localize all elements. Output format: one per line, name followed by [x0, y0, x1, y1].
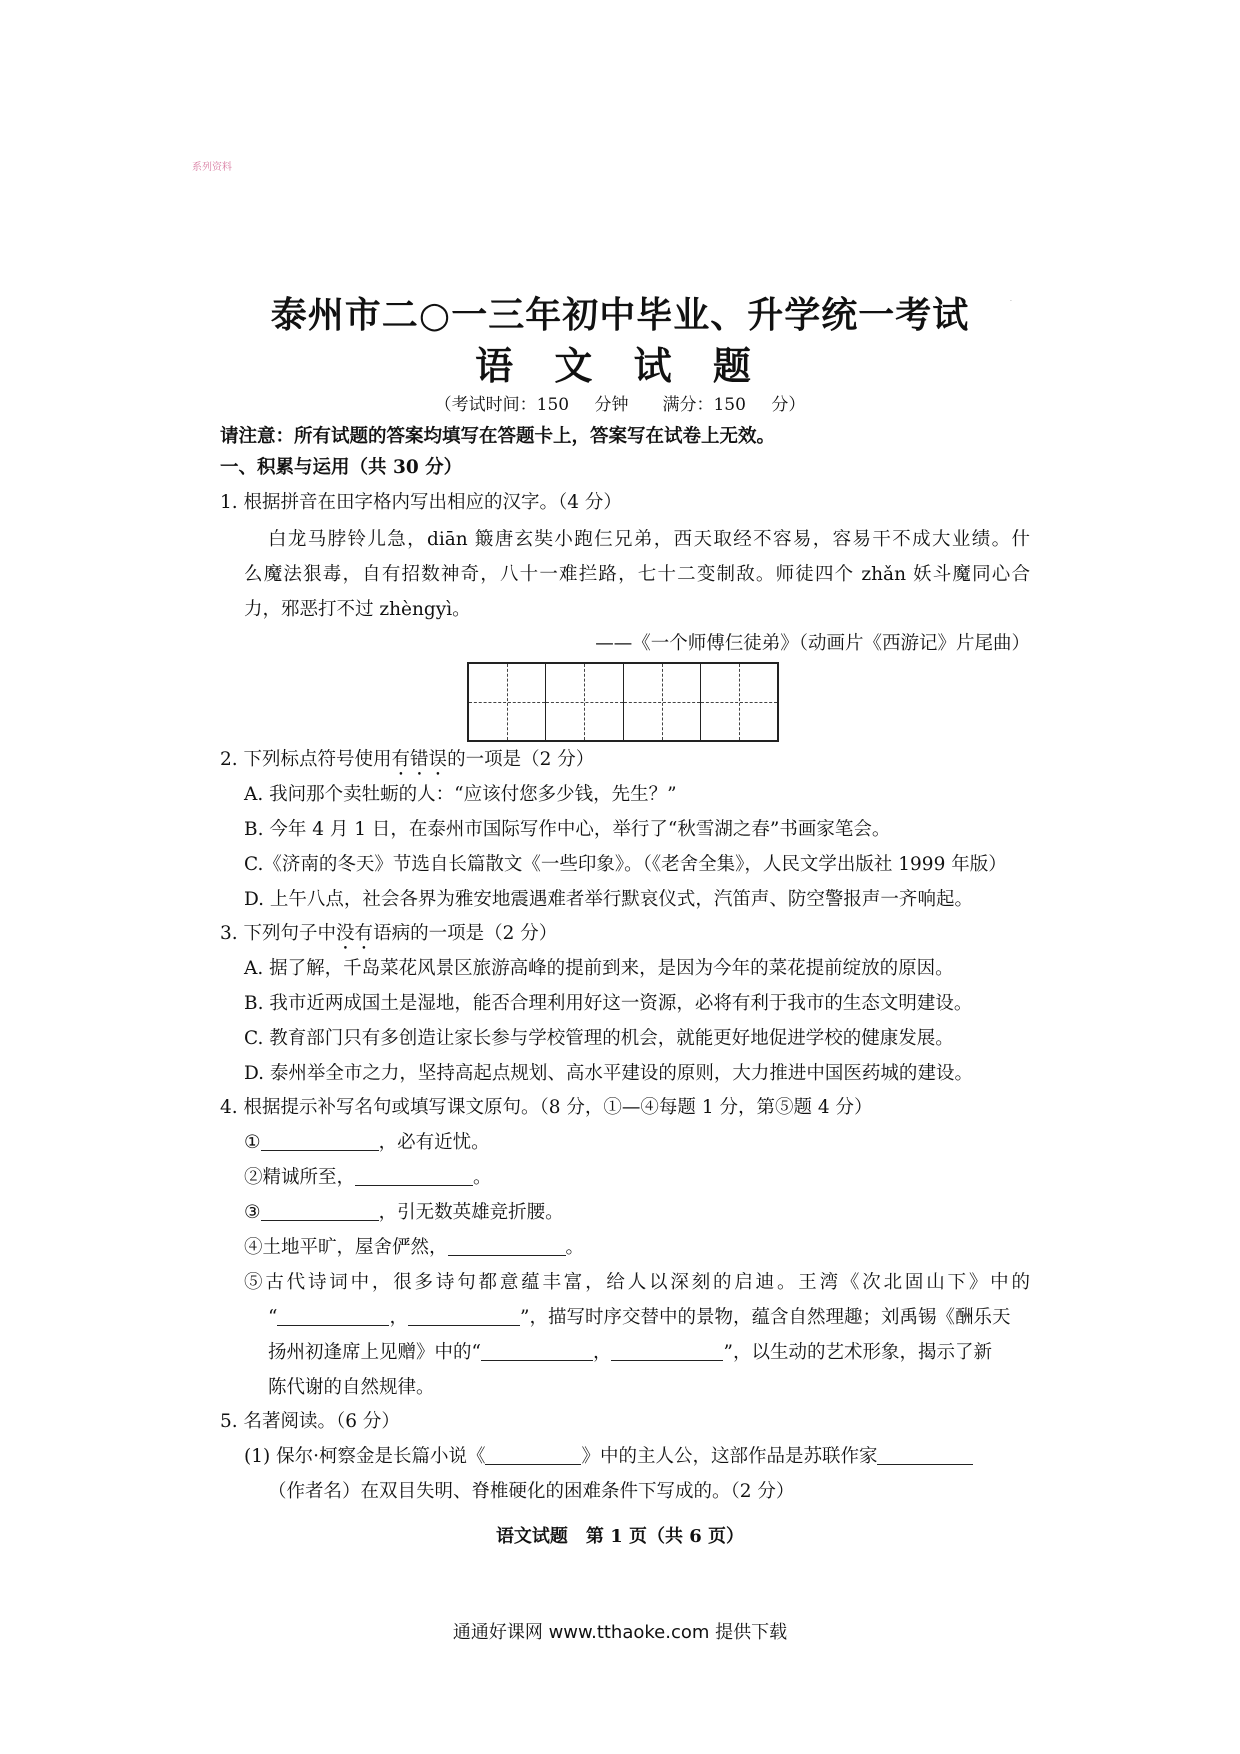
download-credit: 通通好课网 www.tthaoke.com 提供下载 — [452, 1622, 788, 1643]
grid-cell — [546, 664, 623, 740]
grid-cell — [701, 664, 777, 740]
q4-item-text: ②精诚所至， — [244, 1167, 356, 1188]
q4-item-5-line — [268, 1341, 992, 1365]
q4-item-text: 扬州初逢席上见赠》中的“ — [268, 1342, 481, 1363]
q4-item-5: ⑤古代诗词中，很多诗句都意蕴丰富，给人以深刻的启迪。王湾《次北固山下》中的 — [244, 1272, 1030, 1293]
q3-option-b: B. 我市近两成国土是湿地，能否合理利用好这一资源，必将有利于我市的生态文明建设。 — [244, 993, 973, 1014]
q4-item-5-line: 陈代谢的自然规律。 — [268, 1377, 435, 1398]
q1-passage-line: 力，邪恶打不过 zhèngyì。 — [244, 599, 471, 620]
answer-blank — [277, 1306, 389, 1326]
grid-cell — [624, 664, 701, 740]
q4-item-text: 。 — [473, 1167, 492, 1188]
q4-item-text: ④土地平旷，屋舍俨然， — [244, 1237, 448, 1258]
q4-item-text: ，引无数英雄竞折腰。 — [378, 1202, 564, 1223]
answer-blank — [261, 1131, 379, 1151]
scan-speck: · — [1010, 298, 1012, 305]
tianzige-answer-grid — [467, 662, 779, 742]
q3-option-c: C. 教育部门只有多创造让家长参与学校管理的机会，就能更好地促进学校的健康发展。 — [244, 1028, 954, 1049]
q5-part-1-line: （作者名）在双目失明、脊椎硬化的困难条件下写成的。（2 分） — [268, 1481, 795, 1502]
exam-title: 泰州市二○一三年初中毕业、升学统一考试 — [270, 294, 970, 336]
q4-item-text: ， — [389, 1307, 408, 1328]
exam-info: （考试时间：150 分钟 满分：150 分） — [434, 395, 806, 415]
q2-option-d: D. 上午八点，社会各界为雅安地震遇难者举行默哀仪式，汽笛声、防空警报声一齐响起。 — [244, 889, 973, 910]
q2-stem — [220, 748, 594, 780]
q2-option-c: C.《济南的冬天》节选自长篇散文《一些印象》。（《老舍全集》，人民文学出版社 1999 年版） — [244, 854, 1007, 875]
q3-stem-text: 3. 下列句子中 — [220, 923, 337, 944]
q1-passage-line: 么魔法狠毒，自有招数神奇，八十一难拦路，七十二变制敌。师徒四个 zhǎn 妖斗魔同心合 — [244, 564, 1030, 585]
answer-blank — [611, 1341, 723, 1361]
answer-blank — [261, 1201, 379, 1221]
q3-option-d: D. 泰州举全市之力，坚持高起点规划、高水平建设的原则，大力推进中国医药城的建设。 — [244, 1063, 973, 1084]
answer-blank — [877, 1445, 973, 1465]
q4-item-text: ”，以生动的艺术形象，揭示了新 — [723, 1342, 992, 1363]
q4-stem: 4. 根据提示补写名句或填写课文原句。（8 分，①—④每题 1 分，第⑤题 4 分） — [220, 1097, 873, 1118]
q4-item-3 — [244, 1201, 564, 1225]
exam-subject: 语 文 试 题 — [475, 343, 765, 388]
q3-option-a: A. 据了解，千岛菜花风景区旅游高峰的提前到来，是因为今年的菜花提前绽放的原因。 — [244, 958, 954, 979]
q5-part-1 — [244, 1445, 973, 1469]
q3-stem-text: 语病的一项是（2 分） — [373, 923, 558, 944]
q2-stem-text: 2. 下列标点符号使用 — [220, 749, 392, 770]
q4-item-text: 。 — [565, 1237, 585, 1258]
watermark-text: 系列资料 — [192, 162, 232, 173]
q2-stem-text: 的一项是（2 分） — [447, 749, 595, 770]
answer-blank — [355, 1166, 473, 1186]
q3-stem-emphasis: 没有 — [336, 923, 374, 944]
q4-item-text: ， — [592, 1342, 612, 1363]
q2-option-b: B. 今年 4 月 1 日，在泰州市国际写作中心，举行了“秋雪湖之春”书画家笔会。 — [244, 819, 891, 840]
section-heading: 一、积累与运用（共 30 分） — [220, 457, 463, 478]
q4-item-4 — [244, 1236, 584, 1260]
q4-item-5-line — [268, 1306, 1010, 1330]
q5-stem: 5. 名著阅读。（6 分） — [220, 1411, 400, 1432]
grid-cell — [469, 664, 546, 740]
q4-item-text: “ — [268, 1307, 278, 1328]
q1-stem: 1. 根据拼音在田字格内写出相应的汉字。（4 分） — [220, 492, 622, 513]
q5-text: (1) 保尔·柯察金是长篇小说《 — [244, 1446, 486, 1467]
q4-item-1 — [244, 1131, 490, 1155]
answer-blank — [448, 1236, 566, 1256]
q4-item-text: ③ — [244, 1202, 261, 1223]
q2-option-a: A. 我问那个卖牡蛎的人：“应该付您多少钱，先生？” — [244, 784, 677, 805]
answer-blank — [481, 1341, 593, 1361]
q5-text: 》中的主人公，这部作品是苏联作家 — [581, 1446, 878, 1467]
notice: 请注意：所有试题的答案均填写在答题卡上，答案写在试卷上无效。 — [220, 426, 776, 447]
answer-blank — [408, 1306, 520, 1326]
q4-item-text: ”，描写时序交替中的景物，蕴含自然理趣；刘禹锡《酬乐天 — [519, 1307, 1011, 1328]
q4-item-text: ，必有近忧。 — [378, 1132, 490, 1153]
q4-item-text: ① — [244, 1132, 261, 1153]
q3-stem — [220, 922, 557, 954]
q1-source: ——《一个师傅仨徒弟》（动画片《西游记》片尾曲） — [595, 633, 1030, 654]
page-footer: 语文试题 第 1 页（共 6 页） — [495, 1526, 745, 1547]
q2-stem-emphasis: 有错误 — [391, 749, 448, 770]
q4-item-2 — [244, 1166, 492, 1190]
q1-passage-line: 白龙马脖铃儿急，diān 簸唐玄奘小跑仨兄弟，西天取经不容易，容易干不成大业绩。什 — [268, 529, 1030, 550]
answer-blank — [485, 1445, 581, 1465]
